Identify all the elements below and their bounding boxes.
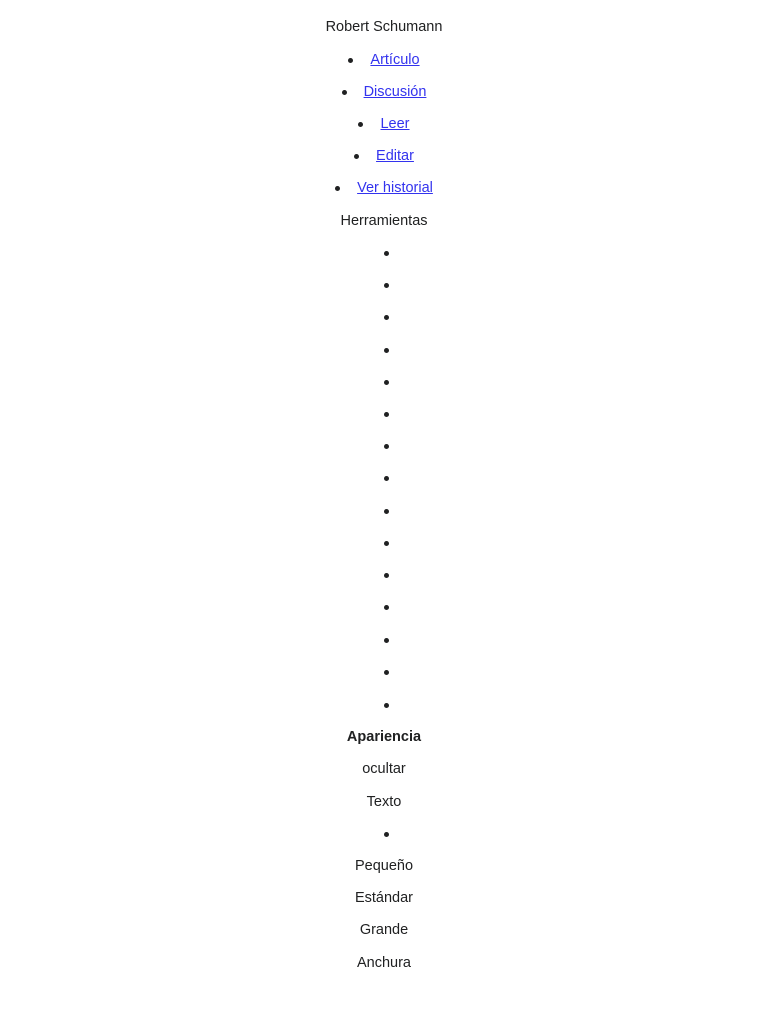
text-size-large-row xyxy=(0,914,768,946)
view-item-edit xyxy=(0,140,768,172)
text-size-heading: Texto xyxy=(366,794,402,810)
tools-list-item xyxy=(0,559,768,591)
view-item-history xyxy=(0,172,768,204)
tools-list-item xyxy=(0,527,768,559)
appearance-heading-row xyxy=(0,721,768,753)
bullet-icon xyxy=(384,703,389,708)
tools-list-item xyxy=(0,624,768,656)
bullet-icon xyxy=(384,251,389,256)
edit-link[interactable]: Editar xyxy=(376,148,414,164)
view-history-link[interactable]: Ver historial xyxy=(357,180,433,196)
page-title-row xyxy=(0,11,768,43)
text-size-small-option[interactable]: Pequeño xyxy=(354,858,414,874)
bullet-icon xyxy=(384,380,389,385)
bullet-icon xyxy=(384,670,389,675)
tools-list-item xyxy=(0,366,768,398)
bullet-icon xyxy=(384,832,389,837)
bullet-icon xyxy=(384,573,389,578)
tools-list-item xyxy=(0,495,768,527)
tools-list-item xyxy=(0,689,768,721)
width-heading-row xyxy=(0,947,768,979)
tools-list-item xyxy=(0,462,768,494)
tools-list-item xyxy=(0,656,768,688)
tools-list-item xyxy=(0,334,768,366)
bullet-icon xyxy=(384,605,389,610)
bullet-icon xyxy=(384,476,389,481)
tools-list-item xyxy=(0,430,768,462)
appearance-heading: Apariencia xyxy=(346,729,422,745)
tools-list-item xyxy=(0,398,768,430)
bullet-icon xyxy=(384,509,389,514)
hide-button[interactable]: ocultar xyxy=(362,761,406,777)
tools-list-item xyxy=(0,301,768,333)
list-item xyxy=(358,108,409,140)
bullet-icon xyxy=(384,638,389,643)
discussion-link[interactable]: Discusión xyxy=(363,84,427,100)
tools-list-item xyxy=(0,269,768,301)
text-size-standard-row xyxy=(0,882,768,914)
text-size-standard-option[interactable]: Estándar xyxy=(354,890,414,906)
bullet-icon xyxy=(384,412,389,417)
text-size-small-row xyxy=(0,850,768,882)
list-item xyxy=(354,140,414,172)
bullet-icon xyxy=(384,541,389,546)
text-options-list-item xyxy=(0,818,768,850)
tools-list-item xyxy=(0,237,768,269)
view-item-discussion xyxy=(0,76,768,108)
article-link[interactable]: Artículo xyxy=(370,52,420,68)
text-size-large-option[interactable]: Grande xyxy=(359,922,409,938)
list-item xyxy=(335,172,433,204)
bullet-icon xyxy=(384,348,389,353)
bullet-icon xyxy=(384,283,389,288)
view-item-article xyxy=(0,44,768,76)
text-heading-row xyxy=(0,786,768,818)
tools-heading[interactable]: Herramientas xyxy=(340,213,428,229)
page-title: Robert Schumann xyxy=(325,19,443,35)
width-heading: Anchura xyxy=(356,955,411,971)
read-link[interactable]: Leer xyxy=(380,116,410,132)
list-item xyxy=(348,44,419,76)
bullet-icon xyxy=(384,444,389,449)
list-item xyxy=(342,76,427,108)
bullet-icon xyxy=(384,315,389,320)
hide-button-row xyxy=(0,753,768,785)
tools-list-item xyxy=(0,591,768,623)
tools-heading-row xyxy=(0,205,768,237)
view-item-read xyxy=(0,108,768,140)
